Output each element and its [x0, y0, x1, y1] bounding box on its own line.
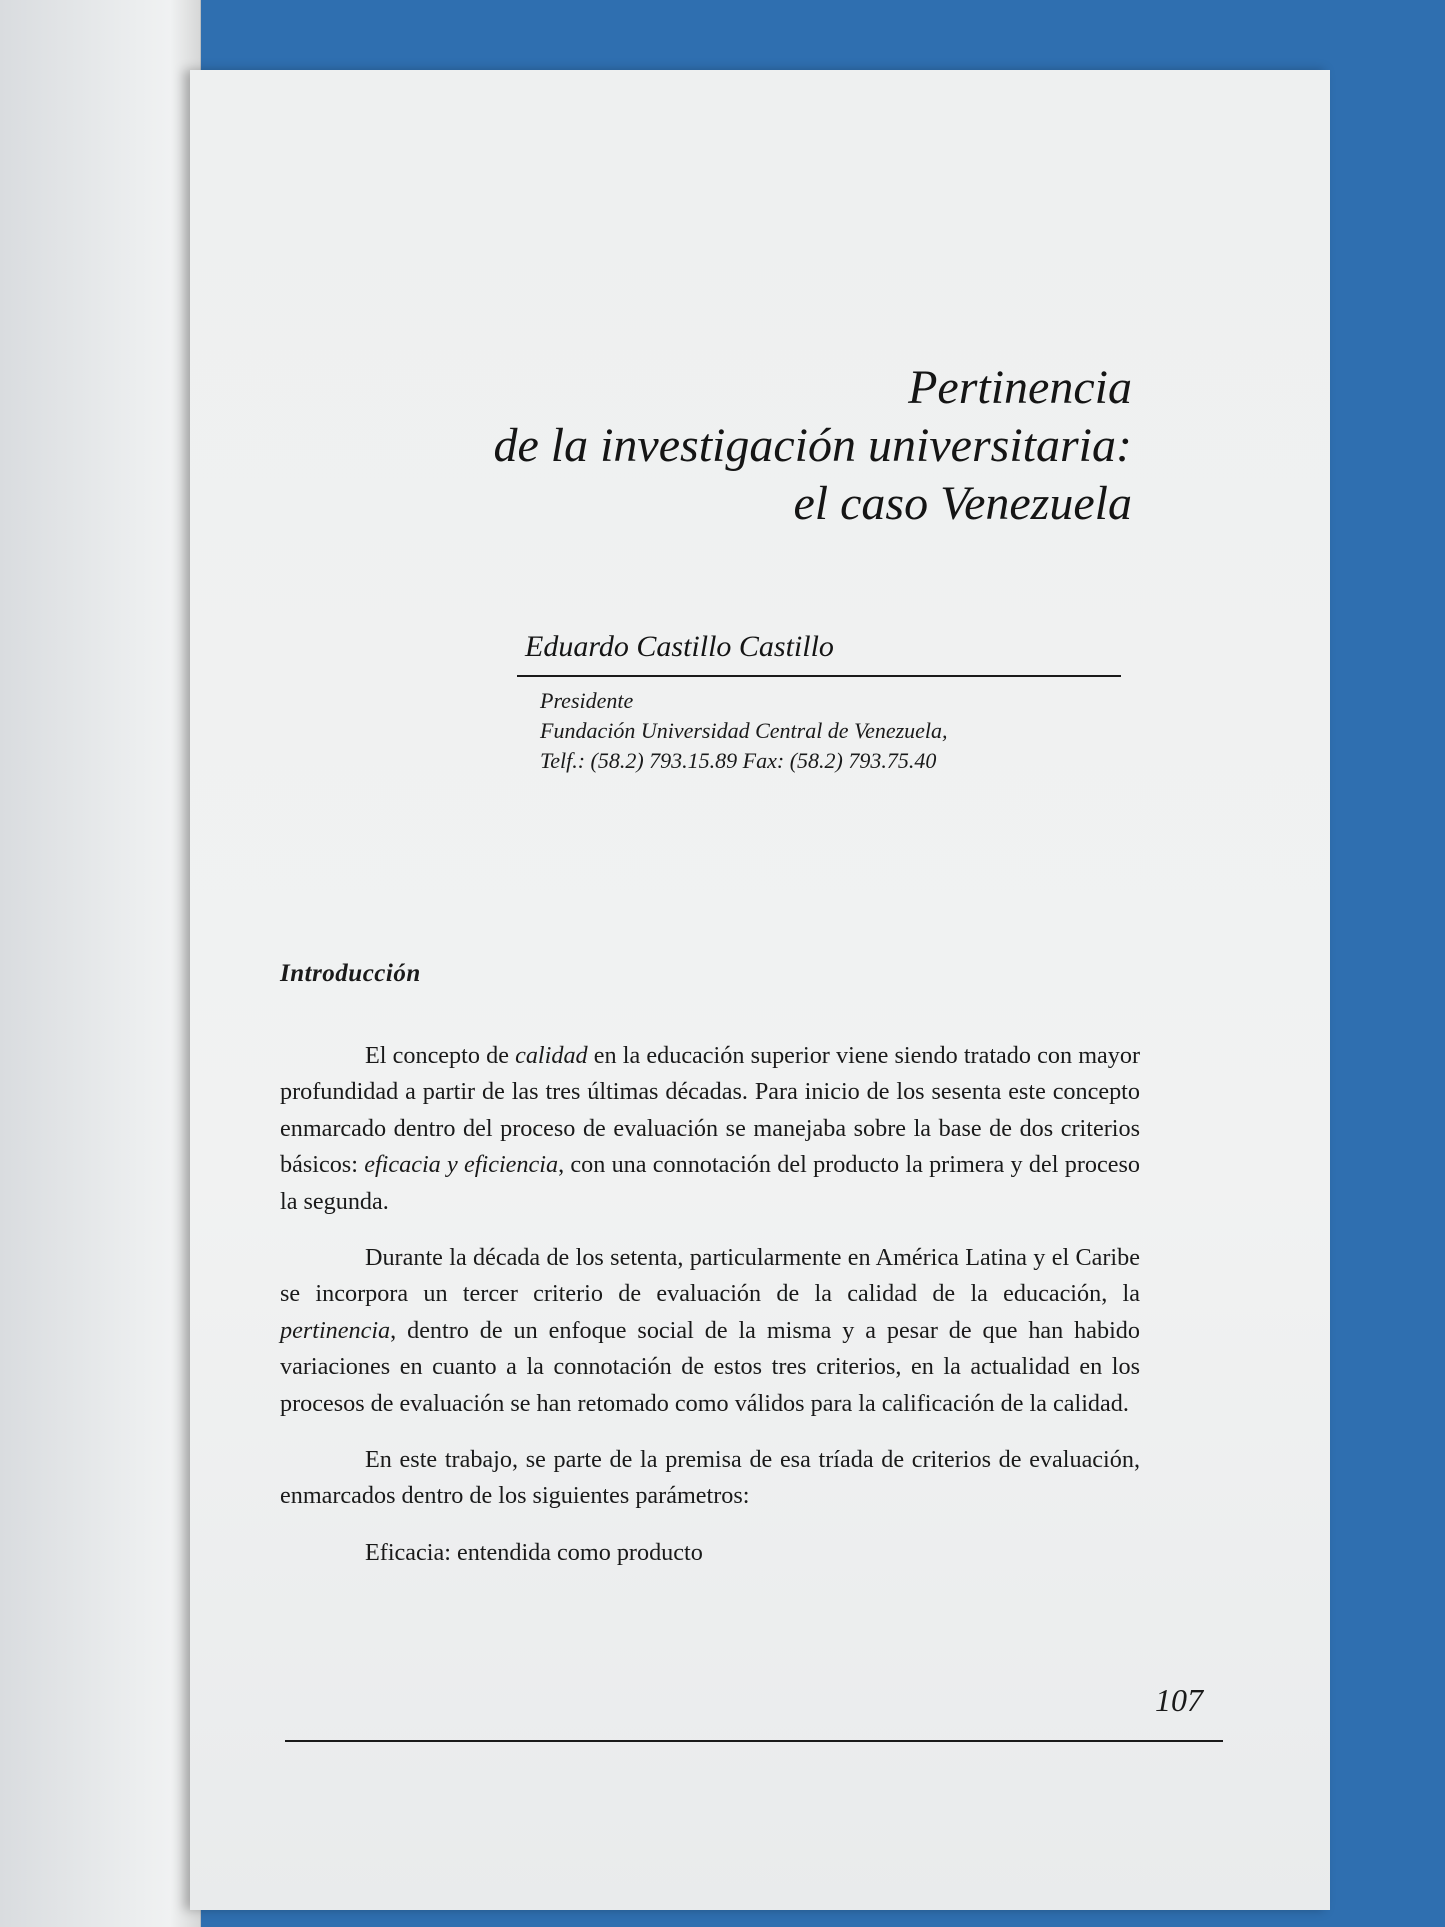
paragraph-2: Durante la década de los setenta, particularmente en América Latina y el Caribe se incorpora un tercer criterio de evaluación de la calidad de la educación, la pertinencia, dentro de un enfoque social de la misma y a pesar de que han habido variaciones en cuanto a la connotación de estos tres criterios, en la actualidad en los procesos de evaluación se han retomado como válidos para la calificación de la calidad.	[280, 1244, 1140, 1417]
body-text	[280, 1038, 1140, 1591]
title-line-2: de la investigación universitaria:	[493, 419, 1132, 472]
author-role: Presidente	[540, 688, 634, 713]
paragraph-3: En este trabajo, se parte de la premisa de esa tríada de criterios de evaluación, enmarcados dentro de los siguientes parámetros:	[280, 1446, 1140, 1510]
right-page	[190, 70, 1330, 1910]
author-rule	[517, 675, 1121, 677]
author-contact: Telf.: (58.2) 793.15.89 Fax: (58.2) 793.75.40	[540, 748, 937, 773]
page-number: 107	[1155, 1682, 1203, 1718]
paragraph-4: Eficacia: entendida como producto	[365, 1538, 703, 1566]
paragraph-1: El concepto de calidad en la educación superior viene siendo tratado con mayor profundidad a partir de las tres últimas décadas. Para inicio de los sesenta este concepto enmarcado dentro del proceso de evaluación se manejaba sobre la base de dos criterios básicos: eficacia y eficiencia, con una connotación del producto la primera y del proceso la segunda.	[280, 1042, 1140, 1215]
title-line-3: el caso Venezuela	[793, 477, 1132, 530]
author-name: Eduardo Castillo Castillo	[525, 630, 834, 663]
title-line-1: Pertinencia	[908, 361, 1132, 414]
footer-rule	[285, 1740, 1223, 1742]
author-institution: Fundación Universidad Central de Venezuela,	[540, 718, 948, 743]
section-heading: Introducción	[280, 960, 421, 987]
